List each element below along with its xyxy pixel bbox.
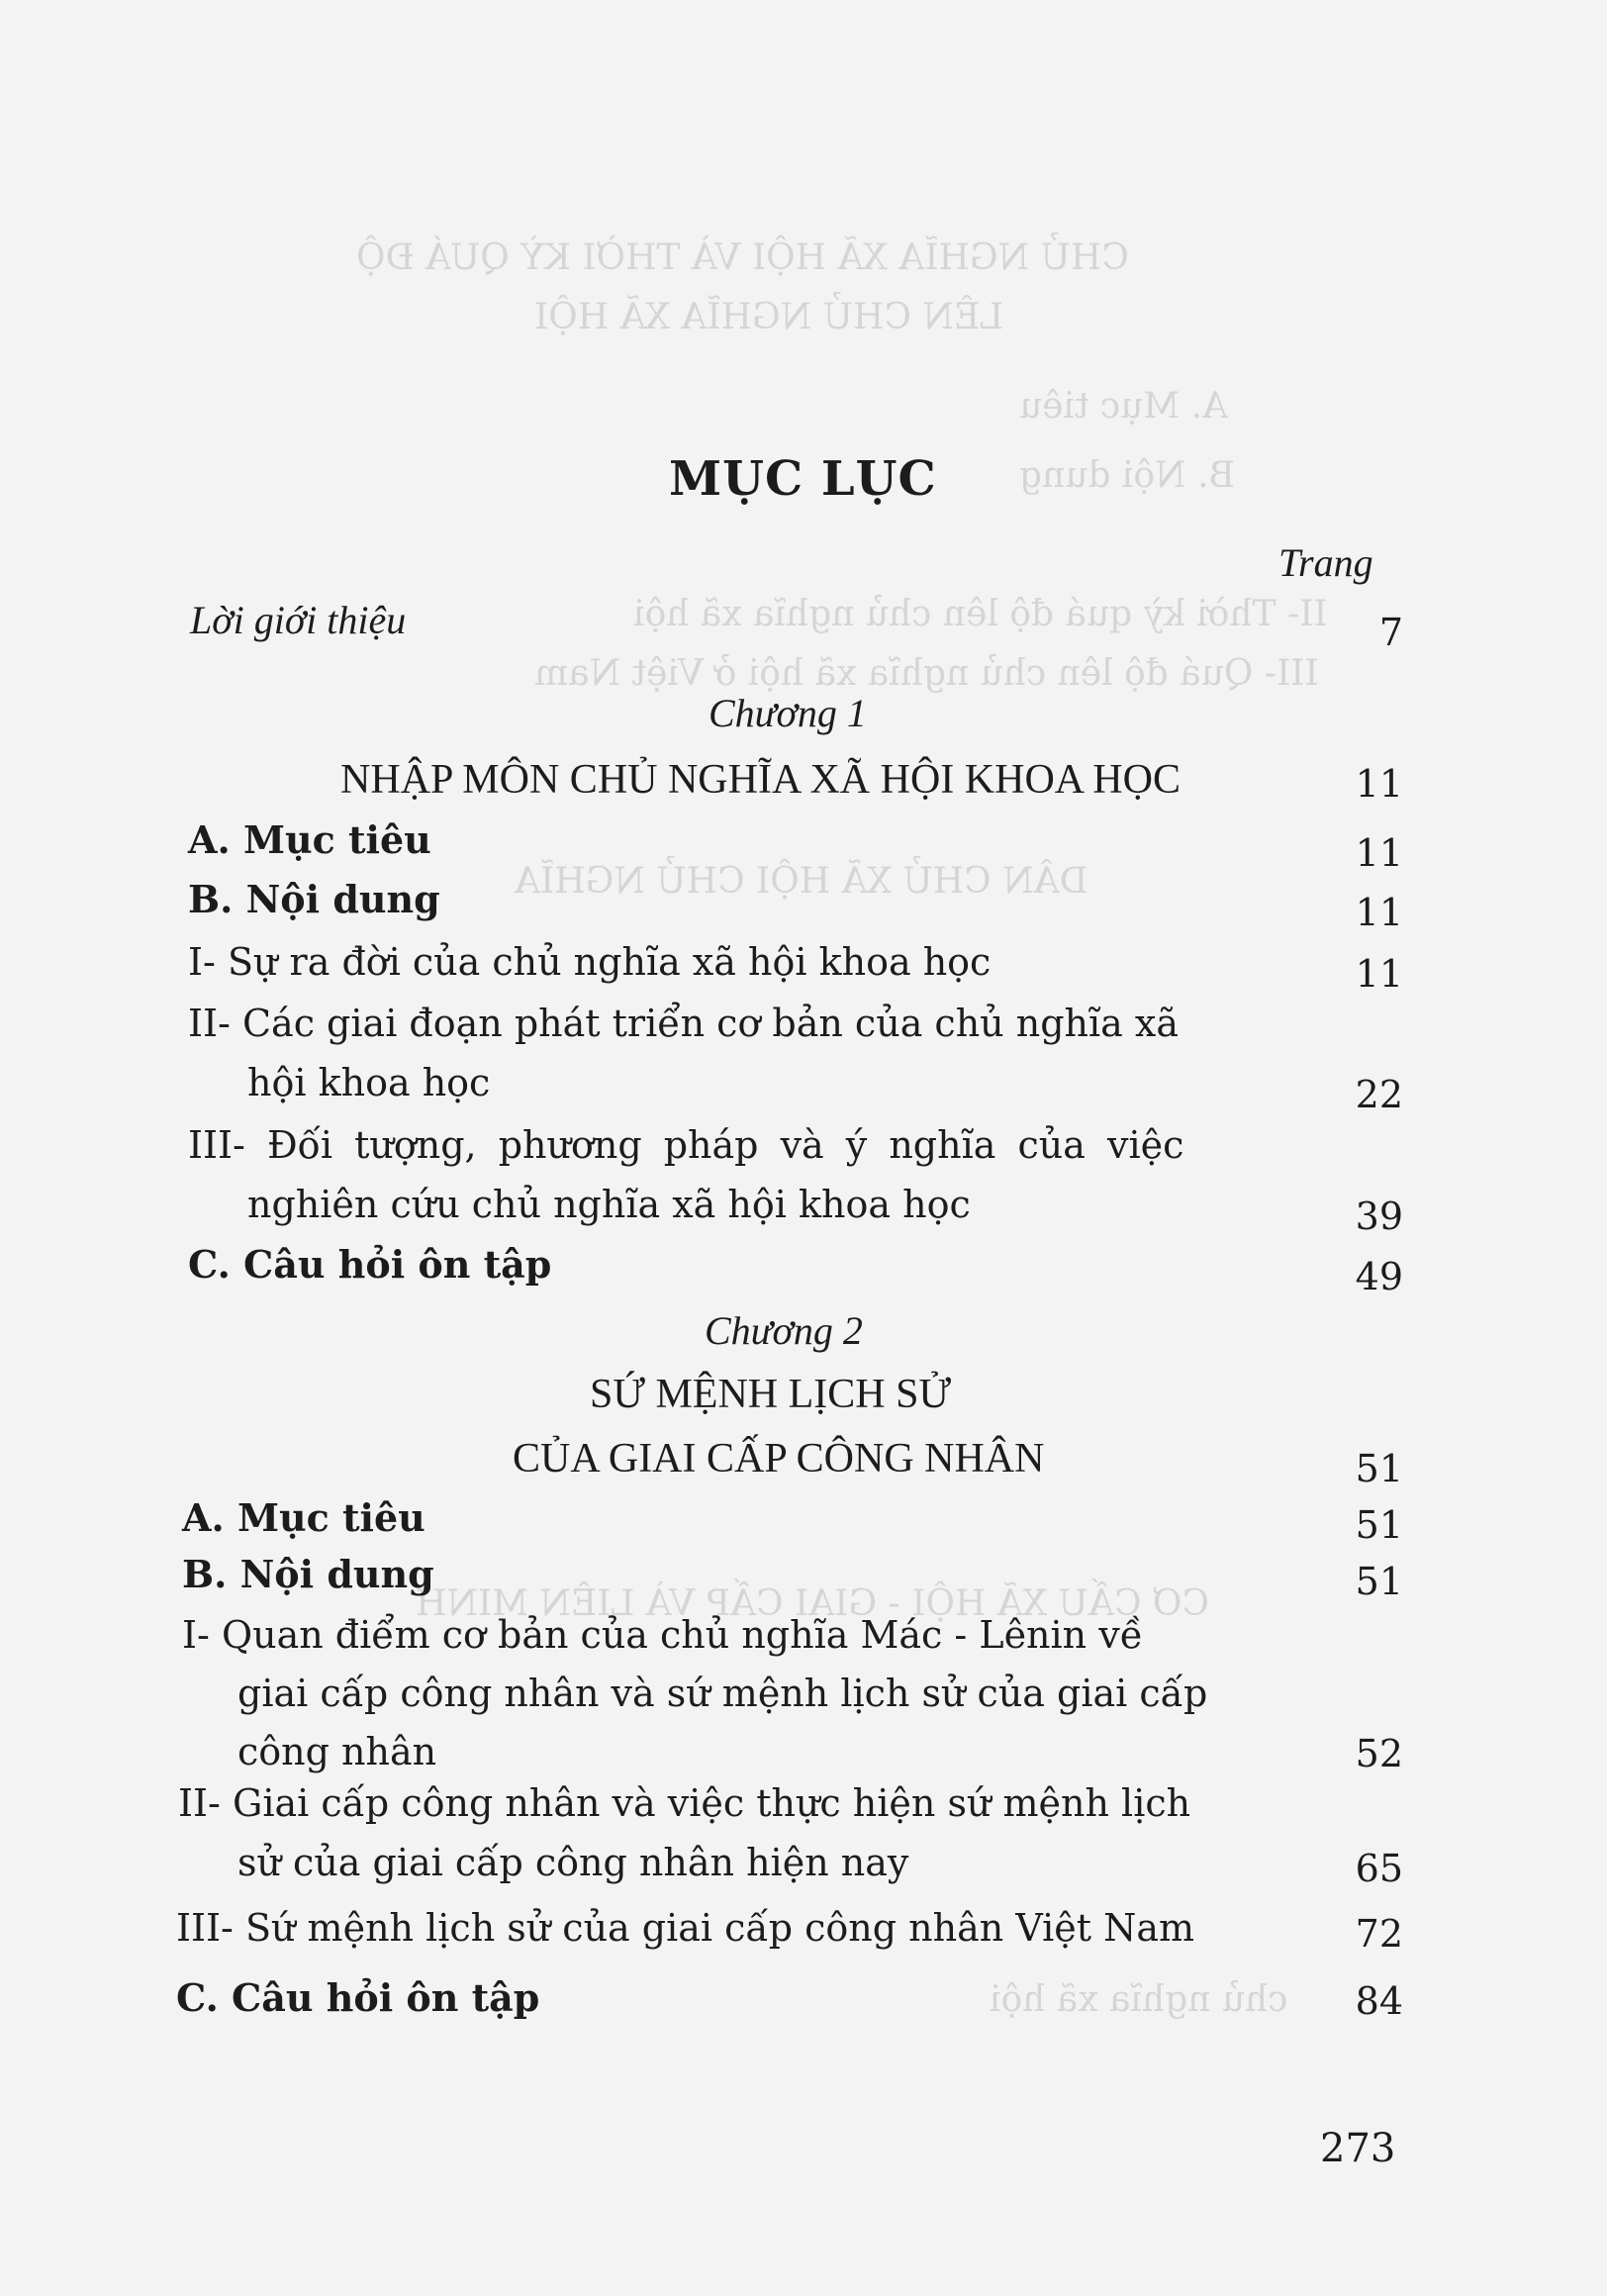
toc-entry-content: B. Nội dung bbox=[182, 1552, 434, 1596]
section-number: II- bbox=[188, 1002, 231, 1045]
section-text: Đối tượng, phương pháp và ý nghĩa của việc bbox=[266, 1123, 1184, 1167]
chapter-label: Chương 1 bbox=[709, 691, 867, 735]
chapter-title: NHẬP MÔN CHỦ NGHĨA XÃ HỘI KHOA HỌC bbox=[340, 757, 1181, 803]
section-text: Quan điểm cơ bản của chủ nghĩa Mác - Lênin về bbox=[221, 1613, 1144, 1657]
toc-entry-objectives: A. Mục tiêu bbox=[182, 1495, 425, 1540]
chapter-title: CỦA GIAI CẤP CÔNG NHÂN bbox=[513, 1436, 1045, 1482]
page-number: 22 bbox=[1355, 1073, 1403, 1116]
section-number: III- bbox=[176, 1906, 234, 1950]
bleed-through-text: DÂN CHỦ XÃ HỘI CHỦ NGHĨA bbox=[515, 861, 1088, 902]
section-text: Các giai đoạn phát triển cơ bản của chủ nghĩa xã bbox=[241, 1002, 1179, 1045]
toc-entry-section bbox=[176, 1906, 1194, 1950]
page-number: 52 bbox=[1355, 1732, 1403, 1775]
toc-entry-review: C. Câu hỏi ôn tập bbox=[188, 1242, 552, 1287]
chapter-title: SỨ MỆNH LỊCH SỬ bbox=[590, 1372, 952, 1417]
section-text-continued: nghiên cứu chủ nghĩa xã hội khoa học bbox=[247, 1183, 971, 1226]
page-number: 51 bbox=[1355, 1503, 1403, 1547]
toc-entry-section bbox=[188, 940, 991, 984]
page-number: 7 bbox=[1378, 611, 1403, 654]
section-text-continued: sử của giai cấp công nhân hiện nay bbox=[237, 1841, 909, 1884]
section-number: I- bbox=[182, 1613, 210, 1657]
page-number: 11 bbox=[1355, 831, 1403, 875]
page-number: 11 bbox=[1355, 762, 1403, 806]
section-text-continued: hội khoa học bbox=[247, 1061, 491, 1104]
bleed-through-text: CƠ CẤU XÃ HỘI - GIAI CẤP VÀ LIÊN MINH bbox=[416, 1583, 1209, 1624]
section-text-continued: công nhân bbox=[237, 1730, 437, 1773]
section-text: Giai cấp công nhân và việc thực hiện sứ mệnh lịch bbox=[232, 1781, 1191, 1825]
bleed-through-text: III- Quá độ lên chủ nghĩa xã hội ở Việt Nam bbox=[534, 653, 1319, 694]
toc-entry-section bbox=[188, 1002, 1179, 1045]
bleed-through-text: chủ nghĩa xã hội bbox=[990, 1979, 1288, 2020]
bleed-through-text: LÊN CHỦ NGHĨA XÃ HỘI bbox=[534, 297, 1004, 337]
folio-page-number: 273 bbox=[1320, 2126, 1396, 2171]
bleed-through-text: B. Nội dung bbox=[1019, 455, 1235, 496]
section-text: Sự ra đời của chủ nghĩa xã hội khoa học bbox=[227, 940, 992, 984]
page-number: 51 bbox=[1355, 1560, 1403, 1603]
toc-entry-section bbox=[178, 1781, 1190, 1825]
bleed-through-text: A. Mục tiêu bbox=[1019, 386, 1229, 427]
toc-entry-section bbox=[188, 1123, 1183, 1167]
section-number: III- bbox=[188, 1123, 245, 1167]
page-number: 11 bbox=[1355, 952, 1403, 996]
toc-entry-content: B. Nội dung bbox=[188, 877, 440, 921]
toc-entry-section bbox=[182, 1613, 1143, 1657]
bleed-through-text: II- Thời kỳ quá độ lên chủ nghĩa xã hội bbox=[633, 594, 1328, 634]
page-number: 51 bbox=[1355, 1447, 1403, 1490]
page-number: 39 bbox=[1355, 1195, 1403, 1238]
section-text: Sứ mệnh lịch sử của giai cấp công nhân Việt Nam bbox=[244, 1906, 1195, 1950]
chapter-label: Chương 2 bbox=[705, 1308, 863, 1353]
page-title: MỤC LỤC bbox=[669, 451, 937, 507]
page-number: 84 bbox=[1355, 1979, 1403, 2023]
toc-entry-intro: Lời giới thiệu bbox=[190, 598, 407, 642]
section-number: I- bbox=[188, 940, 216, 984]
page-column-header: Trang bbox=[1278, 540, 1373, 585]
toc-entry-review: C. Câu hỏi ôn tập bbox=[176, 1975, 540, 2020]
page-number: 49 bbox=[1355, 1255, 1403, 1298]
page-number: 72 bbox=[1355, 1912, 1403, 1956]
section-text-continued: giai cấp công nhân và sứ mệnh lịch sử của giai cấp bbox=[237, 1672, 1208, 1715]
section-number: II- bbox=[178, 1781, 221, 1825]
bleed-through-text: CHỦ NGHĨA XÃ HỘI VÀ THỜI KỲ QUÁ ĐỘ bbox=[356, 238, 1129, 278]
page-number: 65 bbox=[1355, 1847, 1403, 1890]
page-number: 11 bbox=[1355, 891, 1403, 934]
toc-entry-objectives: A. Mục tiêu bbox=[188, 817, 431, 862]
